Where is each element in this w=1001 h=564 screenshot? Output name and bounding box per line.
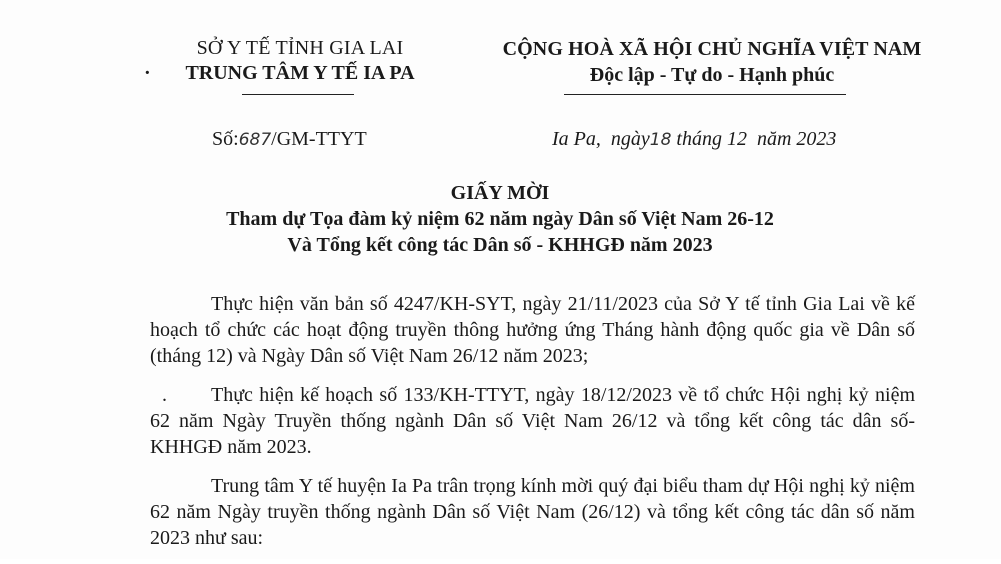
body-paragraph-2-text: Thực hiện kế hoạch số 133/KH-TTYT, ngày 18/12/2023 về tổ chức Hội nghị kỷ niệm 62 năm Ngày Truyền thống ngành Dân số Việt Nam 26/12 và tổng kết công tác dân số-KHHGĐ năm 2023. <box>150 384 915 458</box>
document-title: GIẤY MỜI <box>450 182 550 204</box>
place-and-date <box>552 127 836 152</box>
handwritten-day: 18 <box>649 130 672 150</box>
stray-mark: · <box>144 62 151 84</box>
nation-name: CỘNG HOÀ XÃ HỘI CHỦ NGHĨA VIỆT NAM <box>502 38 922 60</box>
title-block <box>100 180 900 258</box>
doc-number-handwritten: 687 <box>238 130 272 150</box>
place-date-before-day: Ia Pa, ngày <box>552 128 650 150</box>
doc-number-suffix: /GM-TTYT <box>271 128 367 150</box>
body-paragraph-2 <box>150 382 915 460</box>
issuing-agency-block <box>144 36 450 86</box>
agency-name: TRUNG TÂM Y TẾ IA PA <box>185 62 415 84</box>
motto-underline <box>564 94 846 95</box>
parent-agency: SỞ Y TẾ TỈNH GIA LAI <box>196 37 404 59</box>
national-motto: Độc lập - Tự do - Hạnh phúc <box>589 64 835 86</box>
title-subject-line-2: Và Tổng kết công tác Dân số - KHHGĐ năm 2023 <box>287 234 713 256</box>
paragraph-bullet: . <box>162 384 167 406</box>
doc-number-prefix: Số: <box>212 128 239 150</box>
agency-underline <box>242 94 354 95</box>
national-header-block <box>462 36 962 88</box>
title-subject-line-1: Tham dự Tọa đàm kỷ niệm 62 năm ngày Dân số Việt Nam 26-12 <box>226 208 774 230</box>
body-paragraph-1: Thực hiện văn bản số 4247/KH-SYT, ngày 21/11/2023 của Sở Y tế tỉnh Gia Lai về kế hoạch tổ chức các hoạt động truyền thông hưởng ứng Tháng hành động quốc gia về Dân số (tháng 12) và Ngày Dân số Việt Nam 26/12 năm 2023; <box>150 293 915 367</box>
agency-name-line <box>144 60 450 86</box>
place-date-after-day: tháng 12 năm 2023 <box>671 128 837 150</box>
document-body <box>150 291 915 564</box>
body-paragraph-3: Trung tâm Y tế huyện Ia Pa trân trọng kính mời quý đại biểu tham dự Hội nghị kỷ niệm 62 năm Ngày truyền thống ngành Dân số Việt Nam (26/12) và tổng kết công tác dân số năm 2023 như sau: <box>150 475 915 549</box>
document-number <box>212 127 367 152</box>
